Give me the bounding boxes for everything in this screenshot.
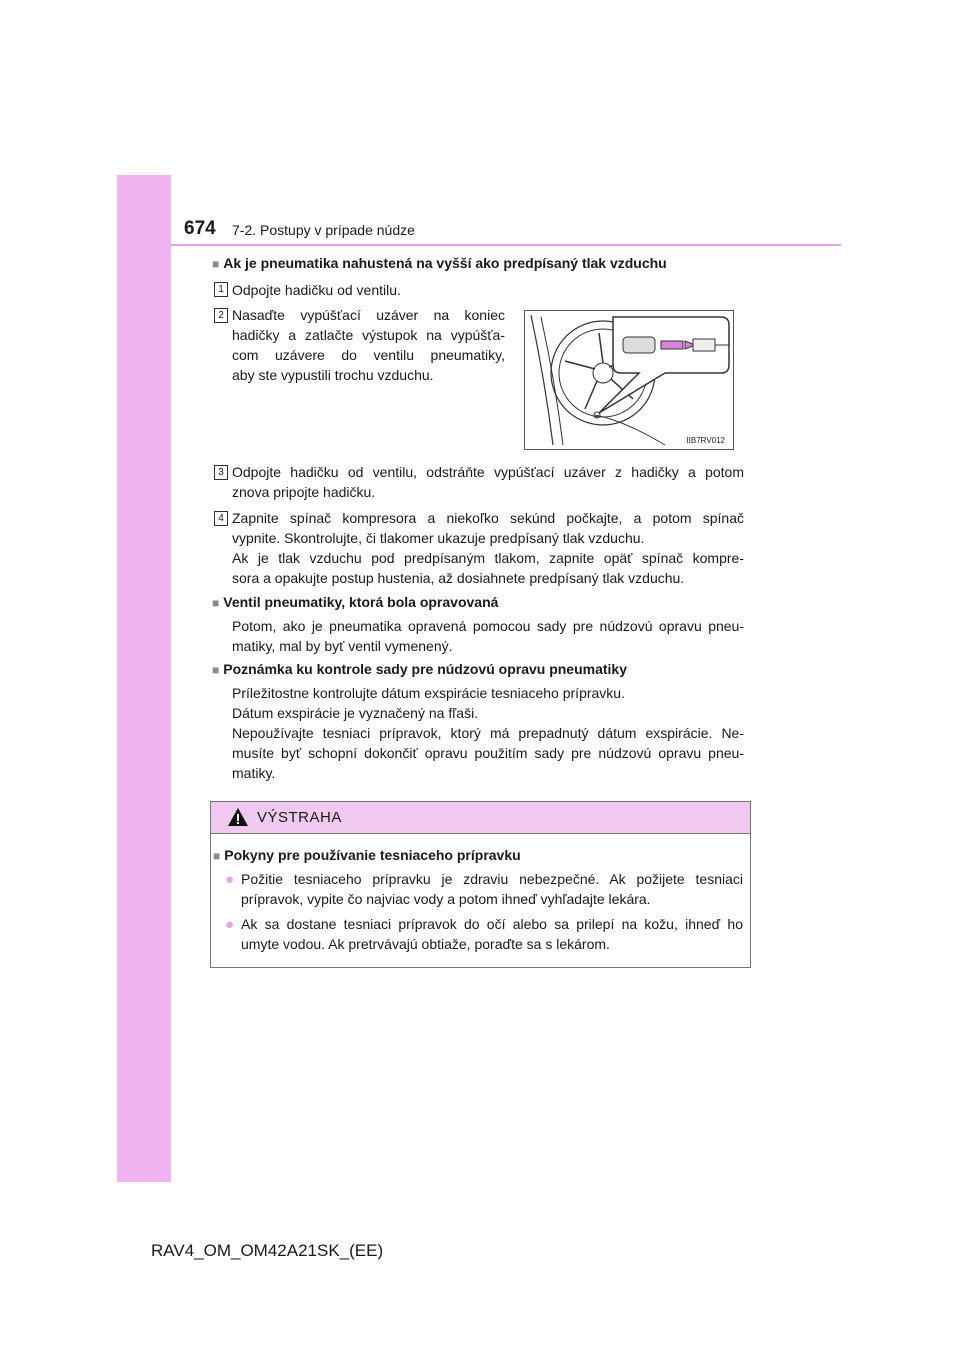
chapter-sidebar-tab <box>117 175 171 1182</box>
warning-box <box>210 801 751 968</box>
step-number: 3 <box>214 465 228 480</box>
page-number: 674 <box>184 218 216 239</box>
square-bullet-icon: ■ <box>212 596 220 610</box>
valve-deflation-figure <box>524 310 734 450</box>
step-text: Zapnite spínač kompresora a niekoľko sekúnd počkajte, a potom spínač vypnite. Skontrolujte, či tlakomer ukazuje predpísaný tlak vzduchu. Ak je tlak vzduchu pod predpísaným tlakom, zapnite opäť spínač kompre- sora a opakujte postup hustenia, až dosiahnete predpísaný tlak vzduchu. <box>232 510 744 586</box>
step-number: 1 <box>214 282 228 297</box>
warning-bullet: Ak sa dostane tesniaci prípravok do očí alebo sa prilepí na kožu, ihneď ho umyte vodou. Ak pretrvávajú obtiaže, poraďte sa s lekárom. <box>241 916 743 952</box>
step-text: Odpojte hadičku od ventilu, odstráňte vypúšťací uzáver z hadičky a potom znova pripojte hadičku. <box>232 464 744 500</box>
section-title: 7-2. Postupy v prípade núdze <box>232 222 415 238</box>
header-divider <box>171 244 841 246</box>
warning-bullet: Požitie tesniaceho prípravku je zdraviu nebezpečné. Ak požijete tesniaci prípravok, vypite čo najviac vody a potom ihneď vyhľadajte lekára. <box>241 871 743 907</box>
square-bullet-icon: ■ <box>212 663 220 677</box>
warning-heading: ■ Pokyny pre používanie tesniaceho prípravku <box>213 847 521 863</box>
figure-code: IIB7RV012 <box>686 436 725 445</box>
section-heading: ■ Ak je pneumatika nahustená na vyšší ako predpísaný tlak vzduchu <box>212 255 667 271</box>
warning-header <box>211 802 750 834</box>
square-bullet-icon: ■ <box>212 257 220 271</box>
section-heading: ■ Ventil pneumatiky, ktorá bola opravovaná <box>212 594 499 610</box>
paragraph: Príležitostne kontrolujte dátum exspirácie tesniaceho prípravku. Dátum exspirácie je vyznačený na fľaši. Nepoužívajte tesniaci prípravok, ktorý má prepadnutý dátum exspirácie. Ne- musíte byť schopní dokončiť opravu použitím sady pre núdzovú opravu pneu- matiky. <box>232 685 744 781</box>
section-heading: ■ Poznámka ku kontrole sady pre núdzovú opravu pneumatiky <box>212 661 628 677</box>
warning-title: VÝSTRAHA <box>257 809 342 826</box>
footer-document-code: RAV4_OM_OM42A21SK_(EE) <box>151 1241 384 1260</box>
square-bullet-icon: ■ <box>213 849 221 863</box>
step-number: 2 <box>214 308 228 323</box>
step-text: Nasaďte vypúšťací uzáver na koniec hadičky a zatlačte výstupok na vypúšťa- com uzávere do ventilu pneumatiky, aby ste vypustili trochu vzduchu. <box>232 307 505 383</box>
tire-valve-illustration <box>525 311 733 449</box>
bullet-dot-icon: ● <box>225 916 235 933</box>
step-text: Odpojte hadičku od ventilu. <box>232 282 401 298</box>
paragraph: Potom, ako je pneumatika opravená pomocou sady pre núdzovú opravu pneu- matiky, mal by byť ventil vymenený. <box>232 618 744 654</box>
step-number: 4 <box>214 511 228 526</box>
bullet-dot-icon: ● <box>225 871 235 888</box>
warning-triangle-icon <box>227 807 249 827</box>
